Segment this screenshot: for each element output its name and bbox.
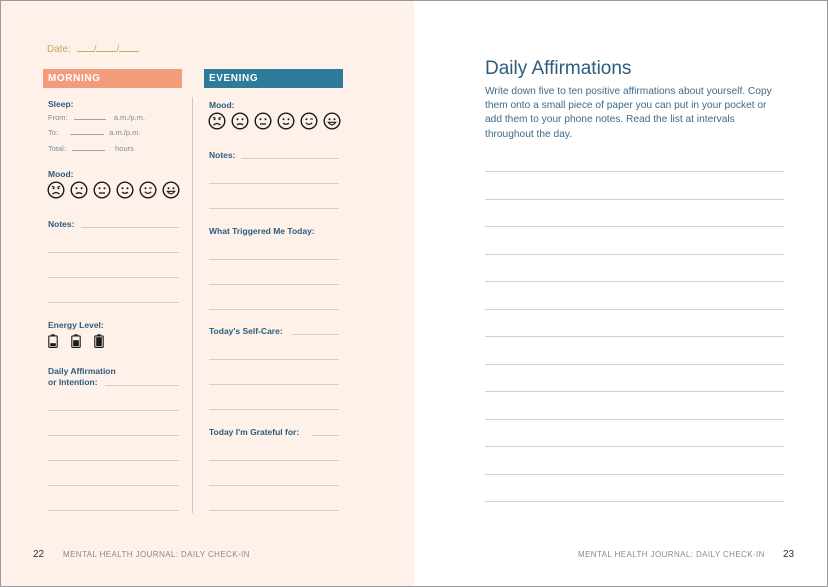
energy-level-batteries <box>48 334 104 348</box>
sleep-total-unit: hours <box>115 144 134 153</box>
neutral-face-icon[interactable] <box>93 181 111 199</box>
sleep-to-row <box>48 128 140 137</box>
very-sad-face-icon[interactable] <box>47 181 65 199</box>
wink-face-icon[interactable] <box>139 181 157 199</box>
sleep-from-blank[interactable] <box>74 113 106 120</box>
morning-notes-line[interactable] <box>81 227 179 228</box>
grateful-line[interactable] <box>209 485 339 486</box>
morning-header: MORNING <box>43 69 182 88</box>
battery-full-icon[interactable] <box>94 334 104 348</box>
self-care-line[interactable] <box>209 359 339 360</box>
affirmation-writing-line[interactable] <box>485 364 784 365</box>
affirmation-writing-line[interactable] <box>485 171 784 172</box>
morning-notes-line[interactable] <box>48 252 179 253</box>
affirmation-label-line2: or Intention: <box>48 377 98 387</box>
evening-notes-line[interactable] <box>209 183 339 184</box>
affirmation-writing-line[interactable] <box>485 391 784 392</box>
affirmation-line[interactable] <box>48 460 179 461</box>
sleep-to-label: To: <box>48 128 59 137</box>
date-label: Date: <box>47 44 71 55</box>
grateful-line[interactable] <box>312 435 339 436</box>
energy-level-label: Energy Level: <box>48 320 104 330</box>
sleep-label: Sleep: <box>48 99 74 109</box>
grateful-line[interactable] <box>209 460 339 461</box>
affirmation-writing-line[interactable] <box>485 254 784 255</box>
left-page-number: 22 <box>33 549 45 560</box>
very-sad-face-icon[interactable] <box>208 112 226 130</box>
affirmation-line[interactable] <box>48 435 179 436</box>
triggered-label: What Triggered Me Today: <box>209 226 315 236</box>
morning-mood-faces <box>47 181 180 199</box>
triggered-line[interactable] <box>209 284 339 285</box>
affirmation-line[interactable] <box>48 410 179 411</box>
page-title: Daily Affirmations <box>485 58 632 79</box>
triggered-line[interactable] <box>209 259 339 260</box>
intro-paragraph: Write down five to ten positive affirmations about yourself. Copy them onto a small piece of paper you can put in your pocket or add them to your phone notes. Read the list at intervals throughout the day. <box>485 86 772 140</box>
sleep-total-blank[interactable] <box>72 144 105 151</box>
grateful-line[interactable] <box>209 510 339 511</box>
sleep-from-label: From: <box>48 113 68 122</box>
self-care-line[interactable] <box>209 384 339 385</box>
morning-notes-line[interactable] <box>48 277 179 278</box>
evening-notes-label: Notes: <box>209 150 236 160</box>
wink-face-icon[interactable] <box>300 112 318 130</box>
affirmation-writing-line[interactable] <box>485 446 784 447</box>
sleep-total-row <box>48 144 134 153</box>
affirmation-writing-line[interactable] <box>485 199 784 200</box>
grateful-label: Today I'm Grateful for: <box>209 427 300 437</box>
left-running-footer: MENTAL HEALTH JOURNAL: DAILY CHECK-IN <box>63 550 250 559</box>
morning-notes-label: Notes: <box>48 219 75 229</box>
column-divider <box>192 97 193 513</box>
affirmation-writing-line[interactable] <box>485 226 784 227</box>
right-running-footer: MENTAL HEALTH JOURNAL: DAILY CHECK-IN <box>578 550 765 559</box>
affirmation-label-line1: Daily Affirmation <box>48 366 116 376</box>
self-care-line[interactable] <box>209 409 339 410</box>
battery-low-icon[interactable] <box>48 334 58 348</box>
affirmation-writing-line[interactable] <box>485 309 784 310</box>
date-month-blank[interactable] <box>77 45 94 52</box>
slight-smile-face-icon[interactable] <box>277 112 295 130</box>
slight-smile-face-icon[interactable] <box>116 181 134 199</box>
evening-notes-line[interactable] <box>241 158 339 159</box>
sad-face-icon[interactable] <box>70 181 88 199</box>
affirmation-writing-line[interactable] <box>485 501 784 502</box>
right-page-number: 23 <box>783 549 795 560</box>
evening-mood-faces <box>208 112 341 130</box>
evening-header: EVENING <box>204 69 343 88</box>
date-day-blank[interactable] <box>96 45 116 52</box>
sleep-from-row <box>48 113 145 122</box>
sleep-total-label: Total: <box>48 144 66 153</box>
battery-medium-icon[interactable] <box>71 334 81 348</box>
evening-mood-label: Mood: <box>209 100 235 110</box>
affirmation-writing-line[interactable] <box>485 281 784 282</box>
triggered-line[interactable] <box>209 309 339 310</box>
big-smile-face-icon[interactable] <box>323 112 341 130</box>
affirmation-line[interactable] <box>105 385 179 386</box>
morning-mood-label: Mood: <box>48 169 74 179</box>
neutral-face-icon[interactable] <box>254 112 272 130</box>
self-care-label: Today's Self-Care: <box>209 326 283 336</box>
affirmation-writing-line[interactable] <box>485 419 784 420</box>
affirmation-writing-line[interactable] <box>485 336 784 337</box>
date-field: Date: / / <box>47 44 139 55</box>
sad-face-icon[interactable] <box>231 112 249 130</box>
affirmation-line[interactable] <box>48 485 179 486</box>
affirmation-line[interactable] <box>48 510 179 511</box>
sleep-from-unit: a.m./p.m. <box>113 113 146 122</box>
big-smile-face-icon[interactable] <box>162 181 180 199</box>
self-care-line[interactable] <box>292 334 339 335</box>
evening-notes-line[interactable] <box>209 208 339 209</box>
sleep-to-unit: a.m./p.m. <box>109 128 141 137</box>
morning-notes-line[interactable] <box>48 302 179 303</box>
affirmation-writing-line[interactable] <box>485 474 784 475</box>
date-year-blank[interactable] <box>119 45 139 52</box>
right-page <box>414 1 827 586</box>
sleep-to-blank[interactable] <box>70 128 104 135</box>
left-page <box>1 1 414 586</box>
